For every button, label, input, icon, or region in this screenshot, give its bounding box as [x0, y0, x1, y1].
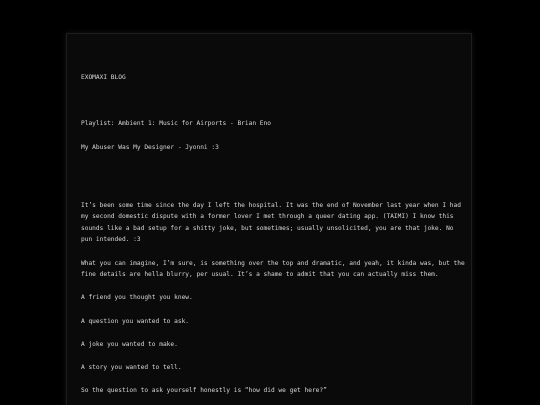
blog-title[interactable]: EXOMAXI BLOG [81, 74, 126, 81]
paragraph-imagine: What you can imagine, I’m sure, is something over the top and dramatic, and yeah, it kinda was, but the fine details are hella blurry, per usual. It’s a shame to admit that you can actually miss them. [81, 259, 465, 279]
paragraph-friend: A friend you thought you knew. [81, 294, 193, 302]
blog-post-card [66, 33, 472, 405]
paragraph-question: A question you wanted to ask. [81, 317, 190, 325]
paragraph-how-did-we-get-here: So the question to ask yourself honestly is “how did we get here?” [81, 387, 327, 395]
post-title: My Abuser Was My Designer - Jyonni :3 [81, 143, 219, 151]
paragraph-story: A story you wanted to tell. [81, 363, 182, 371]
paragraph-intro: It’s been some time since the day I left the hospital. It was the end of November last year when I had my second domestic dispute with a former lover I met through a queer dating app. (TAIMI) I know this sounds like a bad setup for a shitty joke, but sometimes; usually unsolicited, you are that joke. No pun intended. :3 [81, 201, 461, 244]
post-content [81, 72, 465, 405]
playlist-line: Playlist: Ambient 1: Music for Airports - Brian Eno [81, 120, 271, 128]
paragraph-joke: A joke you wanted to make. [81, 340, 178, 348]
